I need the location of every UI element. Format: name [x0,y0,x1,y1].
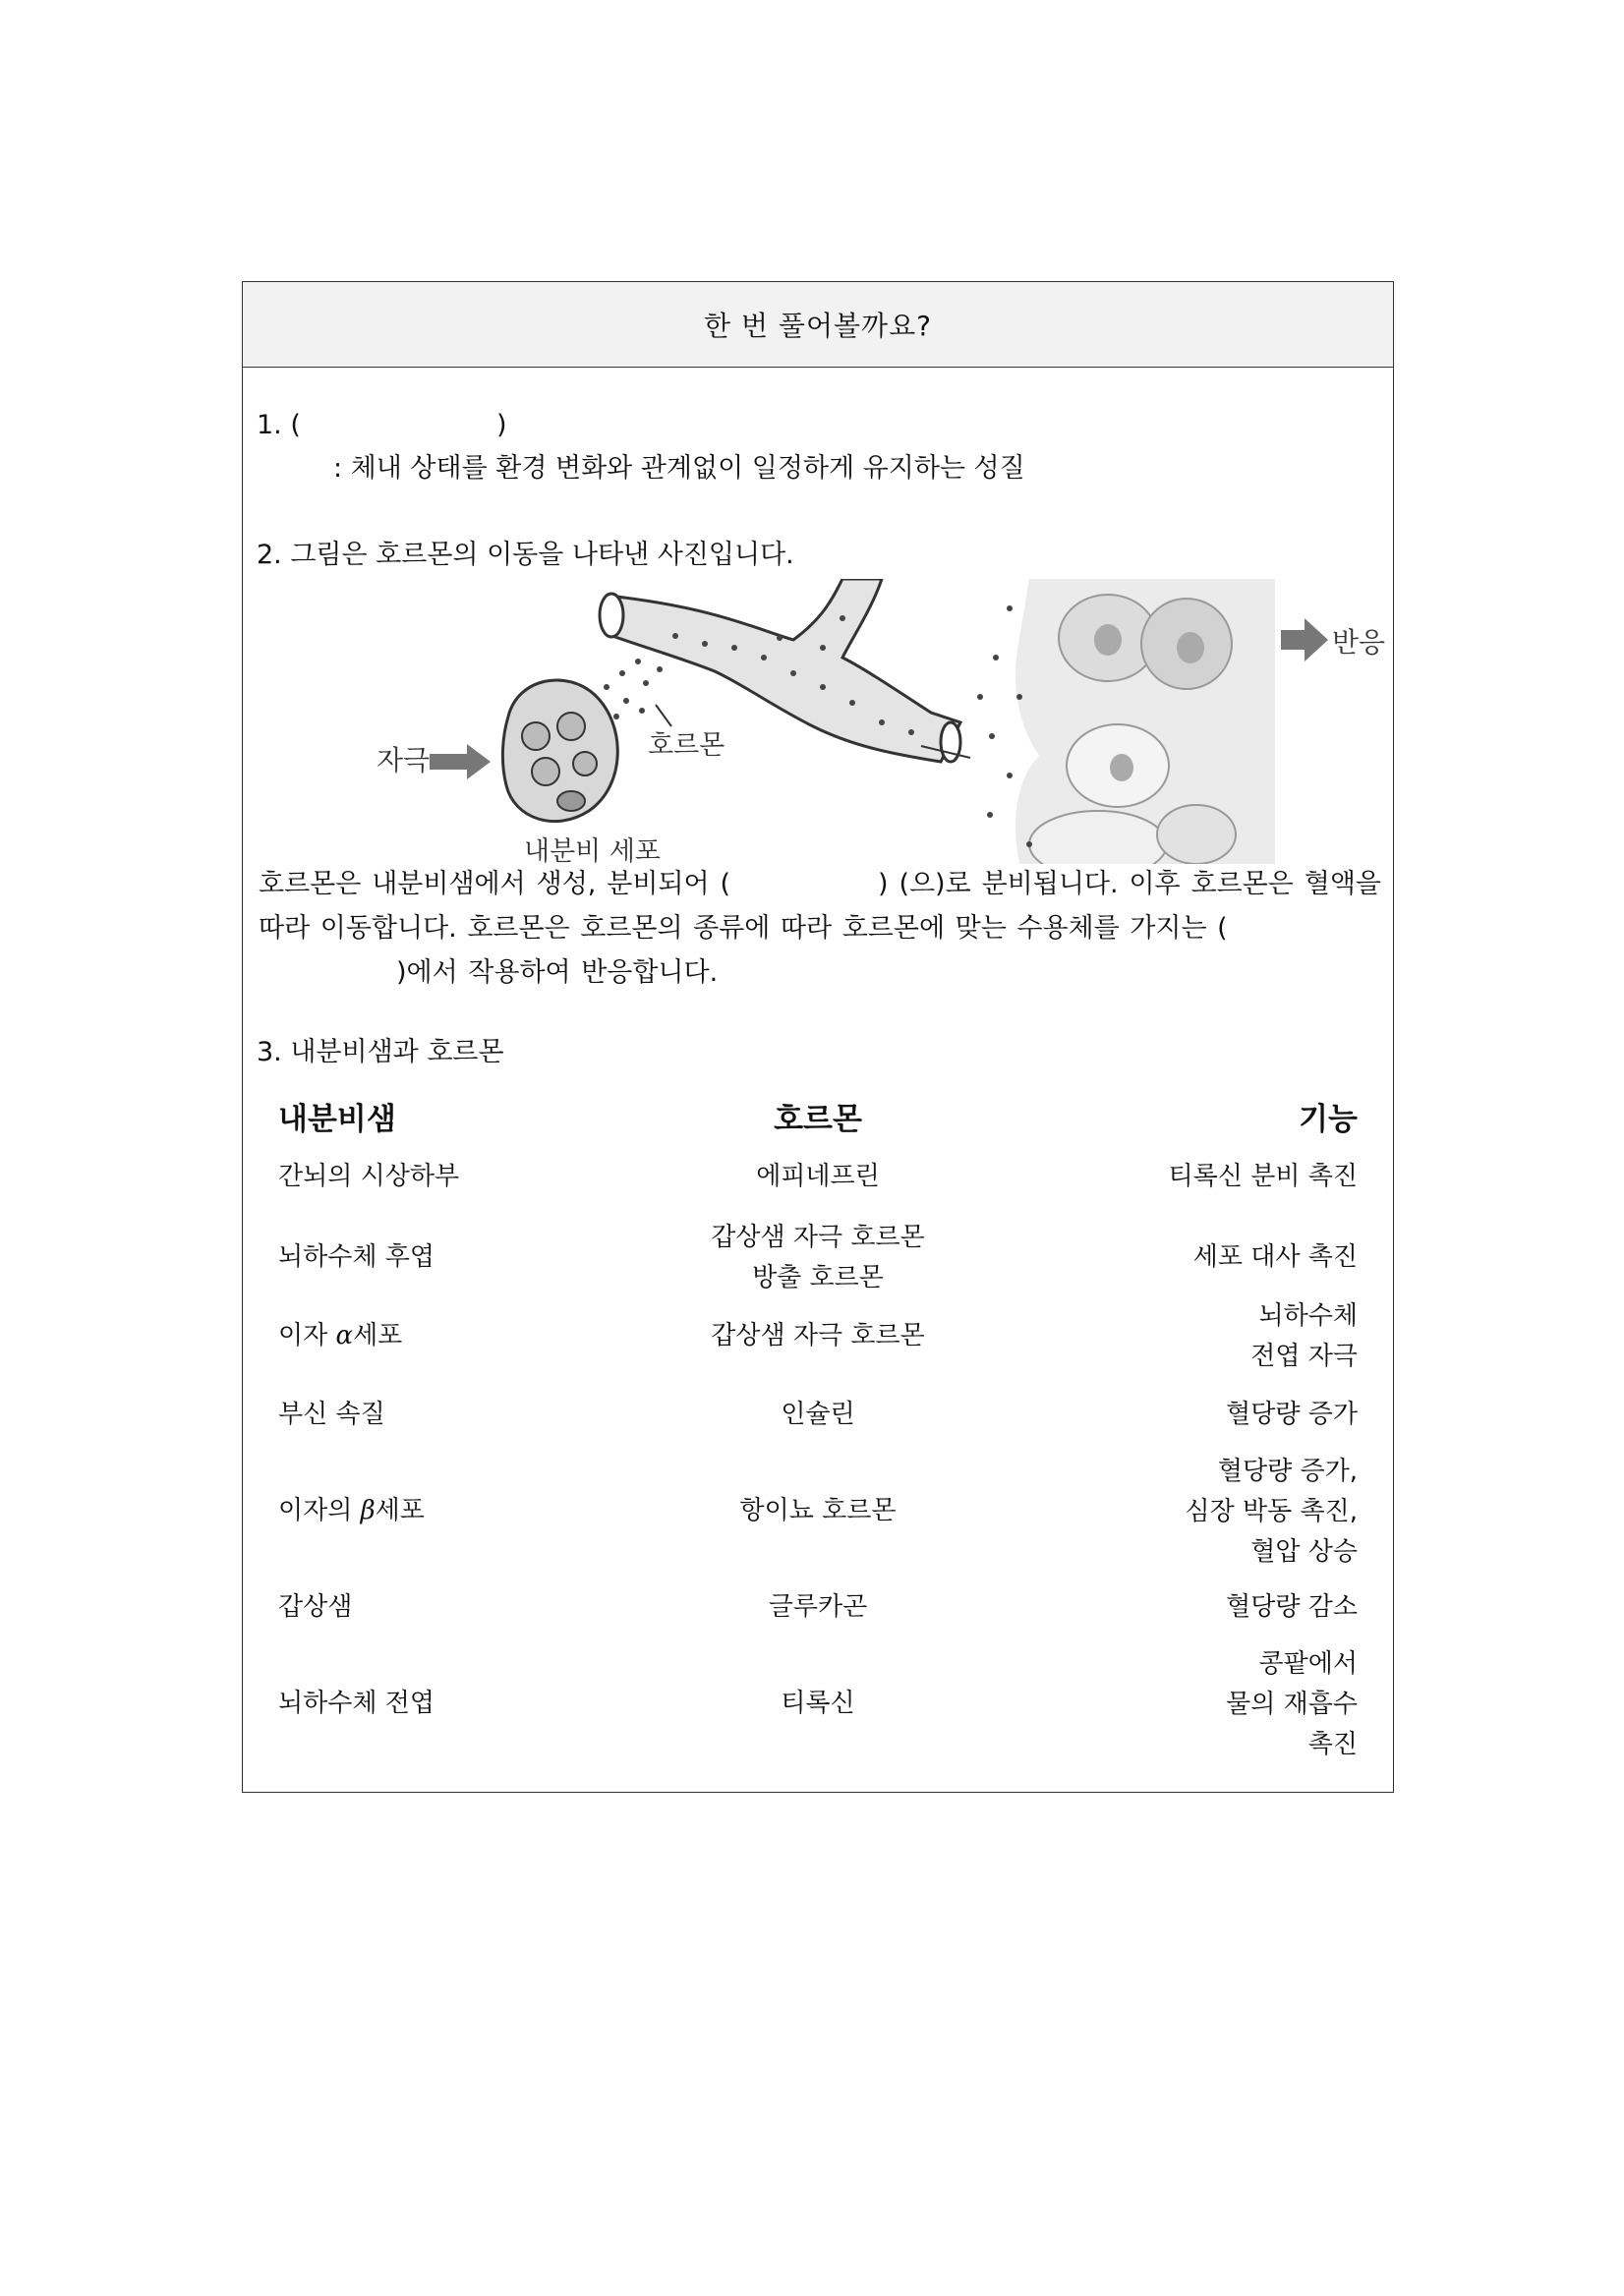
table-header-gland: 내분비샘 [278,1102,396,1137]
table-cell-function [1226,1644,1358,1765]
table-cell-function: 혈당량 증가 [1226,1400,1358,1429]
table-cell-gland: 부신 속질 [278,1400,385,1429]
box-title: 한 번 풀어볼까요? [704,310,932,342]
q2-para-part2: ) (으)로 분비됩니다. 이후 호르몬은 혈액을 따라 이동합니다. 호르몬은 호르몬의 종류에 따라 호르몬에 맞는 수용체를 가지는 ( [259,869,1381,944]
table-cell-function [1250,1296,1358,1377]
q2-prompt: 2. 그림은 호르몬의 이동을 나타낸 사진입니다. [257,540,794,570]
hormone-transport-figure [331,579,1413,864]
target-cells-icon [1015,579,1275,864]
table-cell-line: 방출 호르몬 [752,1263,884,1292]
table-cell-function: 세포 대사 촉진 [1192,1242,1358,1272]
table-cell-line: 콩팥에서 [1258,1649,1358,1679]
greek-letter: β [360,1496,376,1525]
q2-paragraph [259,862,1381,995]
table-cell-gland: 갑상샘 [278,1592,353,1622]
table-cell-hormone: 항이뇨 호르몬 [739,1496,897,1525]
endocrine-cell-icon [502,680,617,822]
table-cell-gland: 뇌하수체 전엽 [278,1689,435,1718]
q1-close-paren: ) [496,410,507,440]
table-cell-line: 전엽 자극 [1250,1342,1358,1371]
gland-text: 이자 [278,1321,336,1350]
q1-definition: : 체내 상태를 환경 변화와 관계없이 일정하게 유지하는 성질 [333,453,1025,484]
table-cell-line: 심장 박동 촉진, [1185,1497,1358,1526]
table-cell-line: 갑상샘 자극 호르몬 [711,1223,925,1252]
table-header-function: 기능 [1299,1102,1358,1137]
stimulus-arrow-icon [430,744,491,779]
q3-prompt: 3. 내분비샘과 호르몬 [257,1037,504,1067]
figure-label-response: 반응 [1332,626,1386,659]
table-cell-line: 혈당량 증가, [1217,1457,1358,1486]
box-header [243,282,1393,368]
q1-number: 1. ( [257,410,301,440]
table-cell-line: 물의 재흡수 [1226,1690,1358,1719]
figure-label-stimulus: 자극 [377,744,431,776]
figure-label-hormone: 호르몬 [648,730,725,761]
table-cell-gland: 간뇌의 시상하부 [278,1162,460,1191]
table-cell-function: 티록신 분비 촉진 [1168,1162,1358,1191]
table-cell-hormone: 티록신 [781,1689,855,1718]
table-cell-gland [278,1491,425,1531]
table-cell-hormone: 인슐린 [781,1400,855,1429]
q2-para-part1: 호르몬은 내분비샘에서 생성, 분비되어 ( [259,869,731,899]
table-cell-gland [278,1316,402,1356]
table-cell-hormone: 글루카곤 [768,1592,868,1622]
table-cell-function: 혈당량 감소 [1226,1592,1358,1622]
table-cell-gland: 뇌하수체 후엽 [278,1242,435,1272]
greek-letter: α [335,1321,354,1350]
figure-label-endocrine-cell: 내분비 세포 [524,836,661,864]
table-cell-hormone: 에피네프린 [756,1162,880,1191]
q2-para-part3: )에서 작용하여 반응합니다. [396,957,719,988]
gland-text: 세포 [353,1321,403,1350]
response-arrow-icon [1281,618,1328,661]
table-cell-line: 촉진 [1307,1730,1358,1759]
table-cell-line: 혈압 상승 [1250,1537,1358,1567]
table-cell-hormone [656,1218,980,1298]
table-cell-function [1186,1452,1359,1573]
table-header-hormone: 호르몬 [774,1102,862,1137]
table-cell-line: 뇌하수체 [1258,1301,1358,1331]
gland-text: 세포 [375,1496,425,1525]
gland-text: 이자의 [278,1496,361,1525]
exercise-box [242,281,1394,1793]
table-cell-hormone: 갑상샘 자극 호르몬 [711,1321,925,1350]
